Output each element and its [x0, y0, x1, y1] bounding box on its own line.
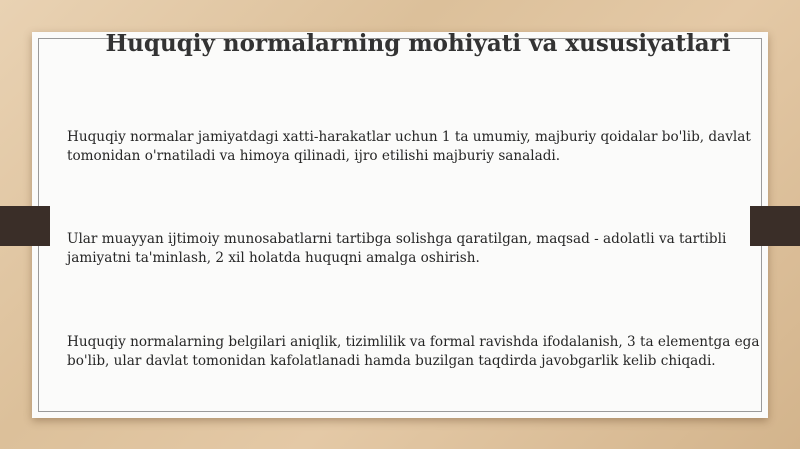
paragraph-purpose: Ular muayyan ijtimoiy munosabatlarni tartibga solishga qaratilgan, maqsad - adolatli va tartibli jamiyatni ta'minlash, 2 xil holatda huquqni amalga oshirish. — [67, 231, 727, 266]
left-decorative-tab — [0, 206, 50, 246]
paragraph-features: Huquqiy normalarning belgilari aniqlik, tizimlilik va formal ravishda ifodalanish, 3 ta elementga ega bo'lib, ular davlat tomonidan kafolatlanadi hamda buzilgan taqdirda javobgarlik kelib chiqadi. — [67, 334, 760, 369]
paragraph-definition: Huquqiy normalar jamiyatdagi xatti-harakatlar uchun 1 ta umumiy, majburiy qoidalar bo'lib, davlat tomonidan o'rnatiladi va himoya qilinadi, ijro etilishi majburiy sanaladi. — [67, 129, 751, 164]
slide-title: Huquqiy normalarning mohiyati va xususiyatlari — [105, 30, 731, 57]
